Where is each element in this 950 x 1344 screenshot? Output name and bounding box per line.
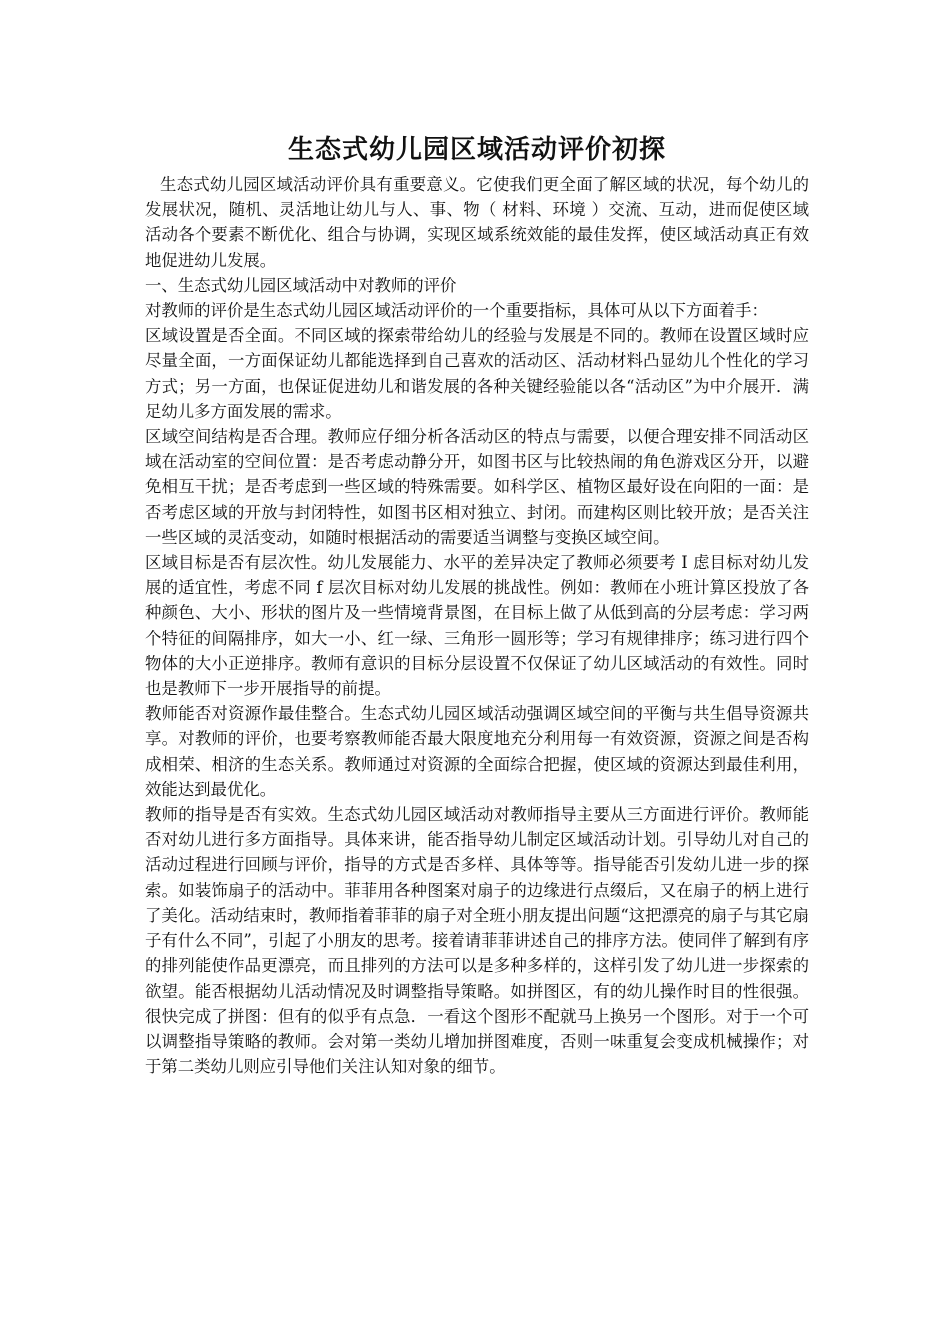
- body-paragraph: 区域空间结构是否合理。教师应仔细分析各活动区的特点与需要，以便合理安排不同活动区域在活动室的空间位置：是否考虑动静分开，如图书区与比较热闹的角色游戏区分开，以避免相互干扰；是否考虑到一些区域的特殊需要。如科学区、植物区最好设在向阳的一面：是否考虑区域的开放与封闭特性，如图书区相对独立、封闭。而建构区则比较开放；是否关注一些区域的灵活变动，如随时根据活动的需要适当调整与变换区域空间。: [145, 427, 809, 547]
- body-paragraph: 对教师的评价是生态式幼儿园区域活动评价的一个重要指标，具体可从以下方面着手：: [145, 301, 768, 321]
- body-paragraph: 区域设置是否全面。不同区域的探索带给幼儿的经验与发展是不同的。教师在设置区域时应尽量全面，一方面保证幼儿都能选择到自己喜欢的活动区、活动材料凸显幼儿个性化的学习方式；另一方面，也保证促进幼儿和谐发展的各种关键经验能以各“活动区”为中介展开．满足幼儿多方面发展的需求。: [145, 326, 809, 421]
- body-paragraph: 区域目标是否有层次性。幼儿发展能力、水平的差异决定了教师必须要考 I 虑目标对幼儿发展的适宜性，考虑不同 f 层次目标对幼儿发展的挑战性。例如：教师在小班计算区投放了各种颜色、大小、形状的图片及一些情境背景图，在目标上做了从低到高的分层考虑：学习两个特征的间隔排序，如大一小、红一绿、三角形一圆形等；学习有规律排序；练习进行四个物体的大小正逆排序。教师有意识的目标分层设置不仅保证了幼儿区域活动的有效性。同时也是教师下一步开展指导的前提。: [145, 553, 809, 699]
- document-page: [145, 130, 809, 1079]
- intro-paragraph: 生态式幼儿园区域活动评价具有重要意义。它使我们更全面了解区域的状况，每个幼儿的发展状况，随机、灵活地让幼儿与人、事、物（ 材料、环境 ）交流、互动，进而促使区域活动各个要素不断优化、组合与协调，实现区域系统效能的最佳发挥，使区域活动真正有效地促进幼儿发展。: [145, 175, 809, 270]
- section-heading: 一、生态式幼儿园区域活动中对教师的评价: [145, 275, 457, 295]
- document-title: 生态式幼儿园区域活动评价初探: [287, 135, 666, 165]
- body-paragraph: 教师的指导是否有实效。生态式幼儿园区域活动对教师指导主要从三方面进行评价。教师能否对幼儿进行多方面指导。具体来讲，能否指导幼儿制定区域活动计划。引导幼儿对自己的活动过程进行回顾与评价，指导的方式是否多样、具体等等。指导能否引发幼儿进一步的探索。如装饰扇子的活动中。菲菲用各种图案对扇子的边缘进行点缀后，又在扇子的柄上进行了美化。活动结束时，教师指着菲菲的扇子对全班小朋友提出问题“这把漂亮的扇子与其它扇子有什么不同”，引起了小朋友的思考。接着请菲菲讲述自己的排序方法。使同伴了解到有序的排列能使作品更漂亮，而且排列的方法可以是多种多样的，这样引发了幼儿进一步探索的欲望。能否根据幼儿活动情况及时调整指导策略。如拼图区，有的幼儿操作时目的性很强。很快完成了拼图：但有的似乎有点急．一看这个图形不配就马上换另一个图形。对于一个可以调整指导策略的教师。会对第一类幼儿增加拼图难度，否则一味重复会变成机械操作；对于第二类幼儿则应引导他们关注认知对象的细节。: [145, 805, 810, 1077]
- body-paragraph: 教师能否对资源作最佳整合。生态式幼儿园区域活动强调区域空间的平衡与共生倡导资源共享。对教师的评价，也要考察教师能否最大限度地充分利用每一有效资源，资源之间是否构成相荣、相济的生态关系。教师通过对资源的全面综合把握，使区域的资源达到最佳利用，效能达到最优化。: [145, 704, 809, 799]
